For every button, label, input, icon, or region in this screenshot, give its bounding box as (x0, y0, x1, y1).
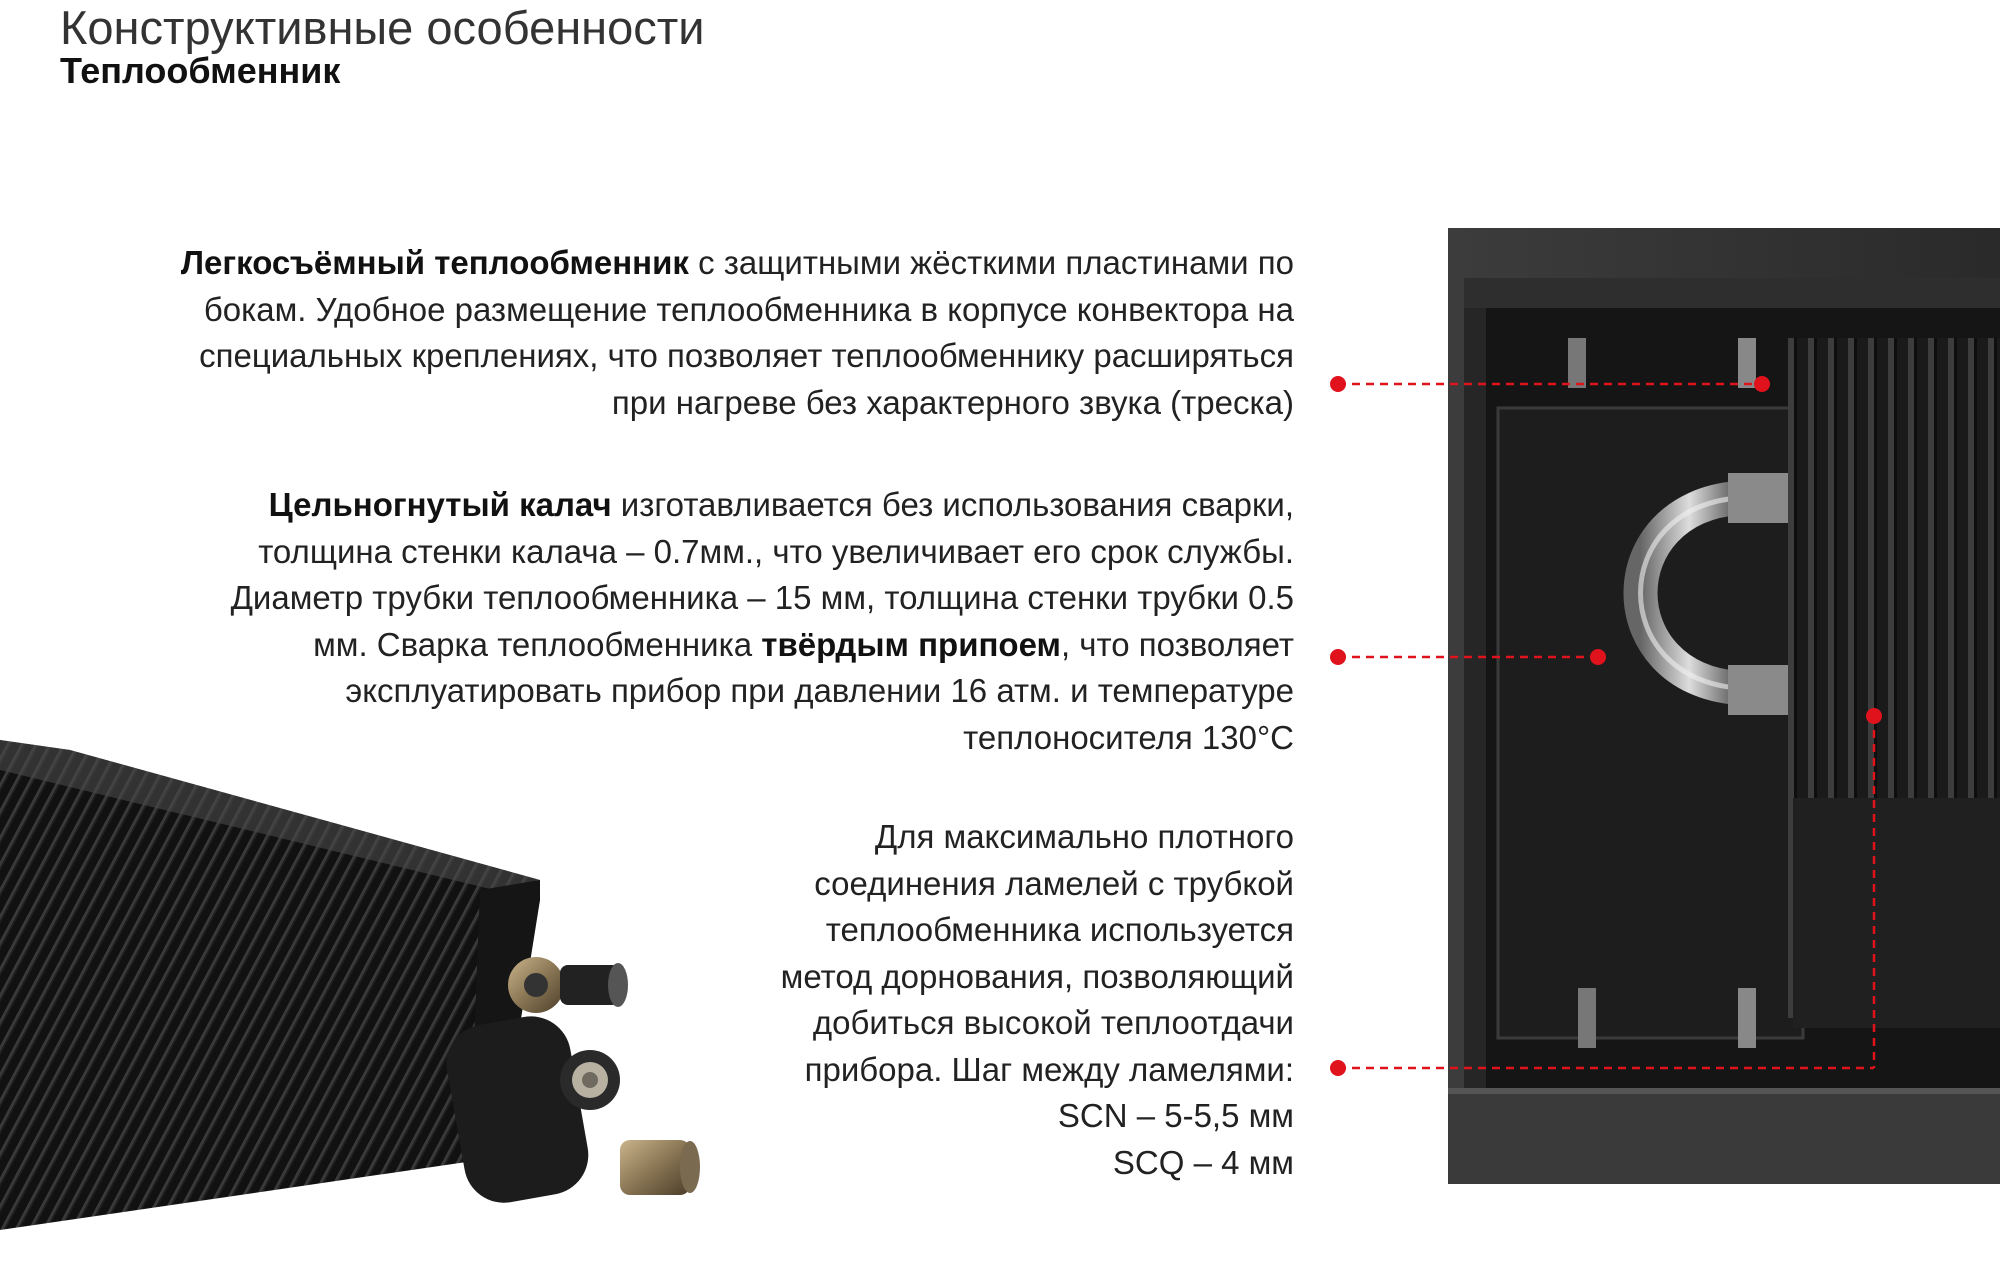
text-line: теплоносителя 130°С (963, 718, 1294, 756)
text-line: теплообменника используется (825, 911, 1294, 948)
fin-pitch-scn: SCN – 5-5,5 мм (1057, 1097, 1294, 1134)
callout-dot (1330, 376, 1346, 392)
callout-dot (1590, 649, 1606, 665)
text-fragment: мм. Сварка теплообменника (313, 625, 762, 663)
callout-dot (1330, 649, 1346, 665)
text-line: бокам. Удобное размещение теплообменника в корпусе конвектора на (203, 290, 1294, 328)
text-line: эксплуатировать прибор при давлении 16 атм. и температуре (345, 672, 1294, 709)
bold-term: твёрдым припоем (761, 625, 1061, 663)
text-line: соединения ламелей с трубкой (814, 864, 1294, 902)
text-line: специальных креплениях, что позволяет теплообменнику расширяться (199, 337, 1294, 374)
text-line: метод дорнования, позволяющий (780, 957, 1294, 995)
text-line: Для максимально плотного (874, 818, 1294, 855)
callout-dot (1330, 1060, 1346, 1076)
text-fragment: изготавливается без использования сварки, (611, 486, 1294, 523)
page-subtitle: Теплообменник (60, 50, 341, 91)
callout-dot (1866, 708, 1882, 724)
text-line: добиться высокой теплоотдачи (812, 1004, 1294, 1041)
bold-term: Легкосъёмный теплообменник (180, 244, 689, 281)
fin-pitch-scq: SCQ – 4 мм (1112, 1143, 1294, 1181)
text-line: Диаметр трубки теплообменника – 15 мм, толщина стенки трубки 0.5 (230, 579, 1294, 616)
text-line: при нагреве без характерного звука (треска) (611, 383, 1294, 421)
text-fragment: с защитными жёсткими пластинами по (688, 244, 1294, 281)
text-line: толщина стенки калача – 0.7мм., что увеличивает его срок службы. (258, 532, 1294, 570)
page-title: Конструктивные особенности (60, 1, 705, 54)
callout-dot (1754, 376, 1770, 392)
text-fragment: , что позволяет (1060, 625, 1294, 663)
text-line: прибора. Шаг между ламелями: (804, 1050, 1294, 1088)
bold-term: Цельногнутый калач (268, 486, 612, 523)
